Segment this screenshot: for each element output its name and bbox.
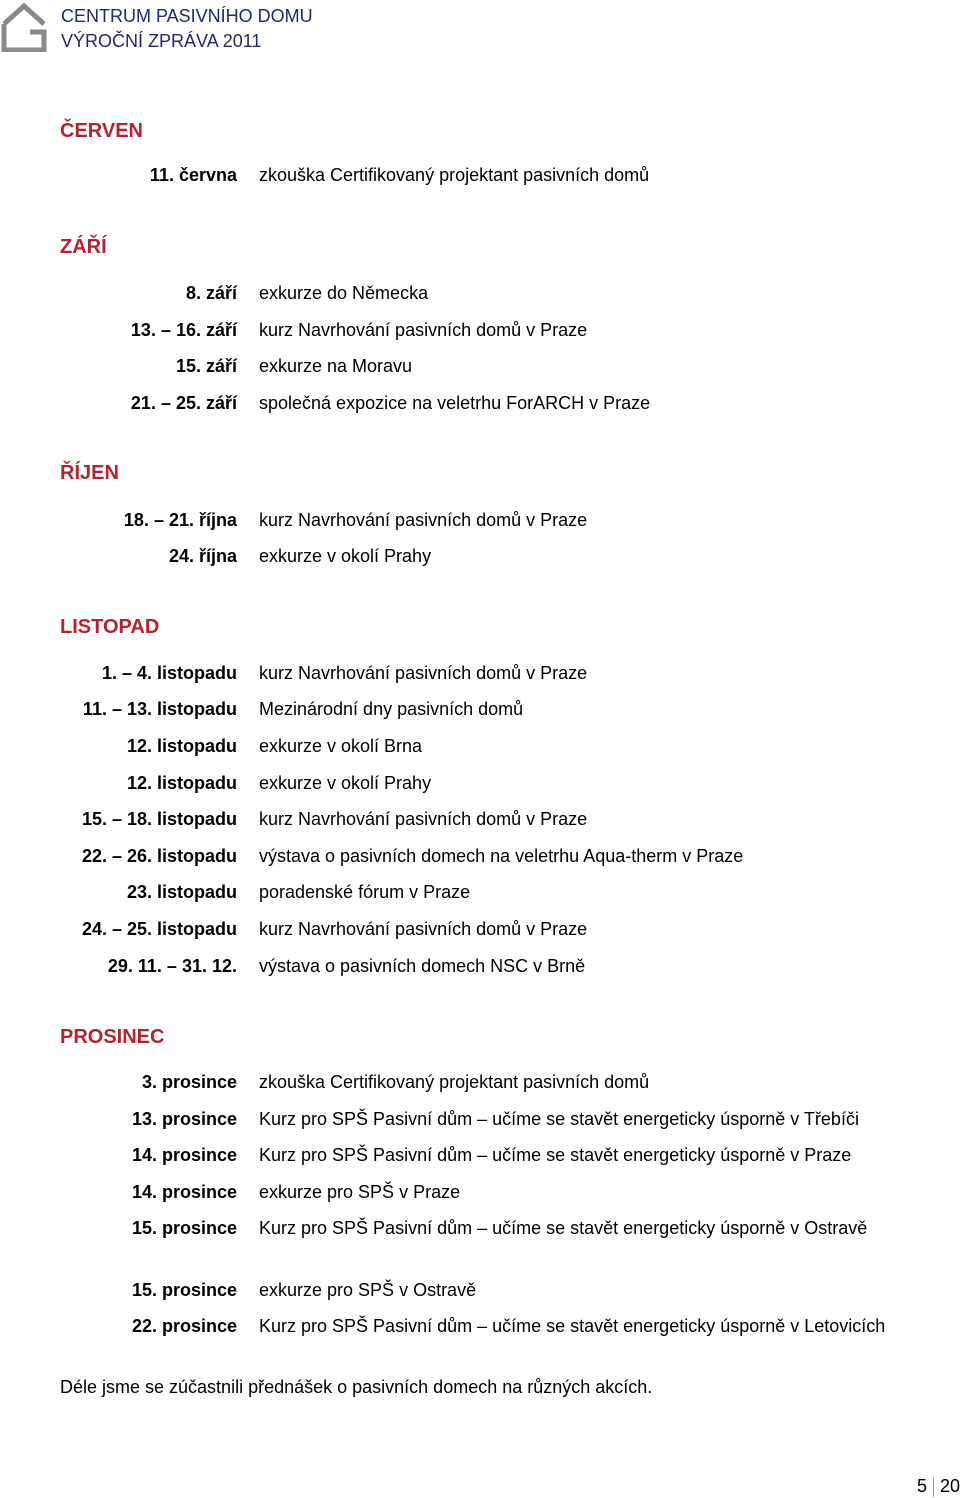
page-header	[0, 0, 960, 56]
page-total: 20	[939, 1476, 960, 1496]
event-date: 12. listopadu	[126, 773, 237, 793]
event-date: 22. prosince	[131, 1316, 237, 1336]
event-date: 8. září	[185, 283, 237, 303]
event-description: exkurze na Moravu	[259, 356, 413, 376]
header-report-title: VÝROČNÍ ZPRÁVA 2011	[61, 31, 262, 51]
event-date: 15. – 18. listopadu	[81, 809, 237, 829]
event-description: kurz Navrhování pasivních domů v Praze	[259, 663, 588, 683]
event-date: 13. prosince	[131, 1109, 237, 1129]
event-date: 12. listopadu	[126, 736, 237, 756]
event-description: Kurz pro SPŠ Pasivní dům – učíme se stavět energeticky úsporně v Praze	[259, 1145, 852, 1165]
event-date: 22. – 26. listopadu	[81, 846, 237, 866]
event-date: 11. – 13. listopadu	[82, 699, 237, 719]
event-date: 21. – 25. září	[130, 393, 237, 413]
event-description: kurz Navrhování pasivních domů v Praze	[259, 809, 588, 829]
event-description: kurz Navrhování pasivních domů v Praze	[259, 510, 588, 530]
house-logo-icon	[0, 2, 48, 52]
event-date: 11. června	[149, 165, 237, 185]
event-date: 13. – 16. září	[130, 320, 237, 340]
page-number	[917, 1475, 960, 1497]
section-heading: PROSINEC	[60, 1026, 165, 1048]
event-date: 24. října	[168, 546, 237, 566]
footnote: Déle jsme se zúčastnili přednášek o pasivních domech na různých akcích.	[60, 1377, 653, 1397]
event-date: 14. prosince	[131, 1145, 237, 1165]
event-description: zkouška Certifikovaný projektant pasivních domů	[259, 1072, 650, 1092]
event-description: exkurze do Německa	[259, 283, 429, 303]
event-description: Kurz pro SPŠ Pasivní dům – učíme se stavět energeticky úsporně v Ostravě	[259, 1218, 868, 1238]
event-description: exkurze v okolí Prahy	[259, 773, 432, 793]
event-description: Mezinárodní dny pasivních domů	[259, 699, 524, 719]
event-description: výstava o pasivních domech na veletrhu Aqua-therm v Praze	[259, 846, 744, 866]
event-date: 15. prosince	[131, 1280, 237, 1300]
page-current: 5	[916, 1476, 927, 1496]
section-heading: ZÁŘÍ	[60, 236, 107, 258]
event-date: 23. listopadu	[126, 882, 237, 902]
event-description: poradenské fórum v Praze	[259, 882, 471, 902]
section-heading: LISTOPAD	[60, 616, 160, 638]
event-date: 15. prosince	[131, 1218, 237, 1238]
event-date: 14. prosince	[131, 1182, 237, 1202]
event-description: kurz Navrhování pasivních domů v Praze	[259, 320, 588, 340]
event-date: 29. 11. – 31. 12.	[107, 956, 237, 976]
header-title	[61, 4, 313, 54]
section-heading: ČERVEN	[60, 120, 143, 142]
event-date: 1. – 4. listopadu	[101, 663, 237, 683]
event-description: exkurze v okolí Brna	[259, 736, 423, 756]
event-date: 24. – 25. listopadu	[81, 919, 237, 939]
event-description: kurz Navrhování pasivních domů v Praze	[259, 919, 588, 939]
event-description: výstava o pasivních domech NSC v Brně	[259, 956, 586, 976]
event-description: exkurze v okolí Prahy	[259, 546, 432, 566]
event-description: Kurz pro SPŠ Pasivní dům – učíme se stavět energeticky úsporně v Letovicích	[259, 1316, 886, 1336]
event-description: Kurz pro SPŠ Pasivní dům – učíme se stavět energeticky úsporně v Třebíči	[259, 1109, 859, 1129]
event-description: exkurze pro SPŠ v Praze	[259, 1182, 461, 1202]
event-description: zkouška Certifikovaný projektant pasivních domů	[259, 165, 650, 185]
section-heading: ŘÍJEN	[60, 462, 119, 484]
page-separator	[933, 1477, 934, 1497]
event-description: společná expozice na veletrhu ForARCH v Praze	[259, 393, 651, 413]
event-description: exkurze pro SPŠ v Ostravě	[259, 1280, 477, 1300]
event-date: 3. prosince	[141, 1072, 237, 1092]
header-org-name: CENTRUM PASIVNÍHO DOMU	[61, 6, 313, 26]
event-date: 18. – 21. října	[123, 510, 237, 530]
event-date: 15. září	[175, 356, 237, 376]
